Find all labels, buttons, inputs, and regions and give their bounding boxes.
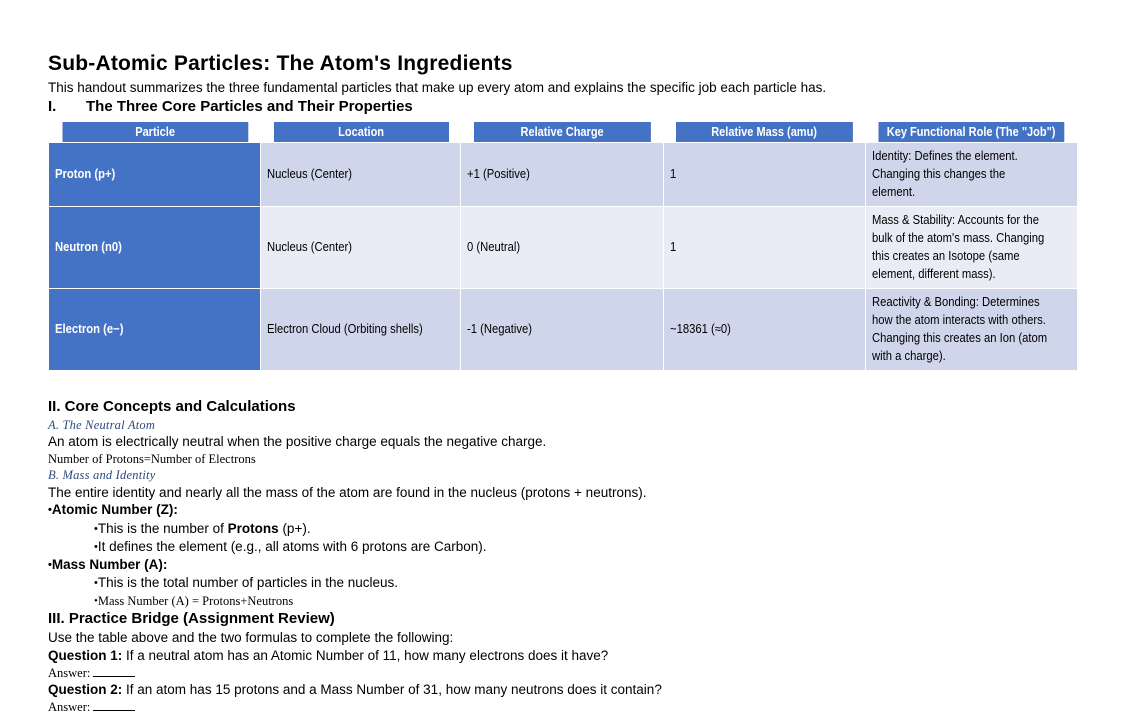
section-spacer: [48, 371, 1080, 397]
bullet-dot-icon: •: [48, 559, 52, 572]
cell-particle-electron: [49, 289, 261, 371]
cell-text: 1: [669, 239, 676, 254]
bullet-total-particles: [48, 574, 1080, 592]
cell-location-neutron: [261, 207, 461, 289]
cell-charge-proton: [461, 143, 663, 207]
section-three-intro: Use the table above and the two formulas to complete the following:: [48, 629, 454, 645]
cell-text: ~18361 (≈0): [669, 321, 731, 336]
cell-role-neutron: [865, 207, 1077, 289]
subsection-a-heading: A. The Neutral Atom: [48, 417, 156, 432]
cell-mass-electron: [663, 289, 865, 371]
table-header-row: [49, 122, 1078, 143]
bullet-protons-count: [48, 520, 1080, 538]
cell-location-electron: [261, 289, 461, 371]
cell-role-proton: [865, 143, 1077, 207]
bullet-suffix: (Z):: [152, 502, 178, 518]
cell-particle-proton: [49, 143, 261, 207]
question-1-label: Question 1:: [48, 647, 123, 663]
answer-2-label: Answer:: [48, 700, 91, 715]
answer-1-label: Answer:: [48, 665, 91, 680]
table-row: [49, 143, 1078, 207]
bullet-dot-icon: •: [48, 504, 52, 517]
bullet-suffix: (A):: [140, 557, 168, 573]
cell-particle-neutron: [49, 207, 261, 289]
section-one-numeral: I.: [48, 98, 57, 116]
answer-2-input[interactable]: [93, 699, 135, 711]
question-2: [48, 681, 1080, 699]
cell-text: Reactivity & Bonding: Determines how the atom interacts with others. Changing this creates an Ion (atom with a charge).: [871, 295, 1047, 363]
question-1-text: If a neutral atom has an Atomic Number of 11, how many electrons does it have?: [122, 647, 609, 663]
bullet-atomic-number: [48, 501, 1080, 519]
table-row: [49, 207, 1078, 289]
answer-1: [48, 665, 1080, 681]
cell-mass-neutron: [663, 207, 865, 289]
table-row: [49, 289, 1078, 371]
document-subtitle: This handout summarizes the three fundamental particles that make up every atom and explains the specific job each particle has.: [48, 79, 827, 95]
bullet-mass-number-formula: [48, 593, 1080, 610]
cell-text: 1: [669, 166, 676, 181]
bullet-text-pre: This is the number of: [97, 520, 228, 536]
cell-mass-proton: [663, 143, 865, 207]
subsection-b-heading: B. Mass and Identity: [48, 468, 156, 483]
cell-charge-neutron: [461, 207, 663, 289]
page-title: Sub-Atomic Particles: The Atom's Ingredients: [48, 52, 513, 75]
column-header-relative-charge: Relative Charge: [473, 122, 651, 143]
document-content: [48, 52, 1080, 716]
column-header-relative-mass: Relative Mass (amu): [675, 122, 853, 143]
cell-charge-electron: [461, 289, 663, 371]
section-two-heading: II. Core Concepts and Calculations: [48, 398, 296, 416]
cell-text: Electron (e−): [55, 321, 124, 336]
section-one-heading: [48, 98, 1080, 117]
answer-2: [48, 699, 1080, 715]
question-1: [48, 647, 1080, 665]
column-header-location: Location: [273, 122, 449, 143]
bullet-dot-icon: •: [94, 540, 98, 553]
cell-text: -1 (Negative): [467, 321, 533, 336]
subsection-a-text: An atom is electrically neutral when the positive charge equals the negative charge.: [48, 434, 547, 450]
question-2-text: If an atom has 15 protons and a Mass Number of 31, how many neutrons does it contain?: [122, 682, 662, 698]
bullet-label: Mass Number: [51, 557, 141, 573]
cell-text: Nucleus (Center): [267, 239, 353, 254]
column-header-particle: Particle: [61, 122, 248, 143]
section-three-heading: III. Practice Bridge (Assignment Review): [48, 610, 335, 628]
column-header-key-functional-role: Key Functional Role (The "Job"): [878, 122, 1065, 143]
cell-text: Identity: Defines the element. Changing this changes the element.: [871, 149, 1018, 199]
bullet-defines-element: [48, 538, 1080, 556]
cell-text: Nucleus (Center): [267, 166, 353, 181]
formula-text: Mass Number (A) = Protons+Neutrons: [97, 593, 294, 608]
bullet-label: Atomic Number: [51, 502, 153, 518]
bullet-text-pre: This is the total number of particles in the nucleus.: [97, 575, 399, 591]
neutral-atom-formula: Number of Protons=Number of Electrons: [48, 452, 256, 467]
bullet-dot-icon: •: [94, 522, 98, 535]
subsection-b-text: The entire identity and nearly all the mass of the atom are found in the nucleus (protons + neutrons).: [48, 484, 647, 500]
cell-text: Mass & Stability: Accounts for the bulk of the atom's mass. Changing this creates an Isotope (same element, different mass).: [871, 213, 1045, 281]
bullet-text-bold: Protons: [227, 520, 279, 536]
question-2-label: Question 2:: [48, 682, 123, 698]
bullet-mass-number: [48, 556, 1080, 574]
cell-text: 0 (Neutral): [467, 239, 521, 254]
cell-text: Proton (p+): [55, 166, 116, 181]
bullet-text-post: (p+).: [278, 520, 311, 536]
answer-1-input[interactable]: [93, 665, 135, 677]
section-one-heading-text: The Three Core Particles and Their Properties: [86, 98, 413, 116]
bullet-dot-icon: •: [94, 577, 98, 590]
particles-table: [48, 121, 1078, 371]
cell-text: Electron Cloud (Orbiting shells): [267, 321, 423, 336]
bullet-text-pre: It defines the element (e.g., all atoms with 6 protons are Carbon).: [97, 538, 487, 554]
cell-text: Neutron (n0): [55, 239, 122, 254]
cell-location-proton: [261, 143, 461, 207]
bullet-dot-icon: •: [94, 594, 98, 607]
cell-text: +1 (Positive): [467, 166, 531, 181]
cell-role-electron: [865, 289, 1077, 371]
